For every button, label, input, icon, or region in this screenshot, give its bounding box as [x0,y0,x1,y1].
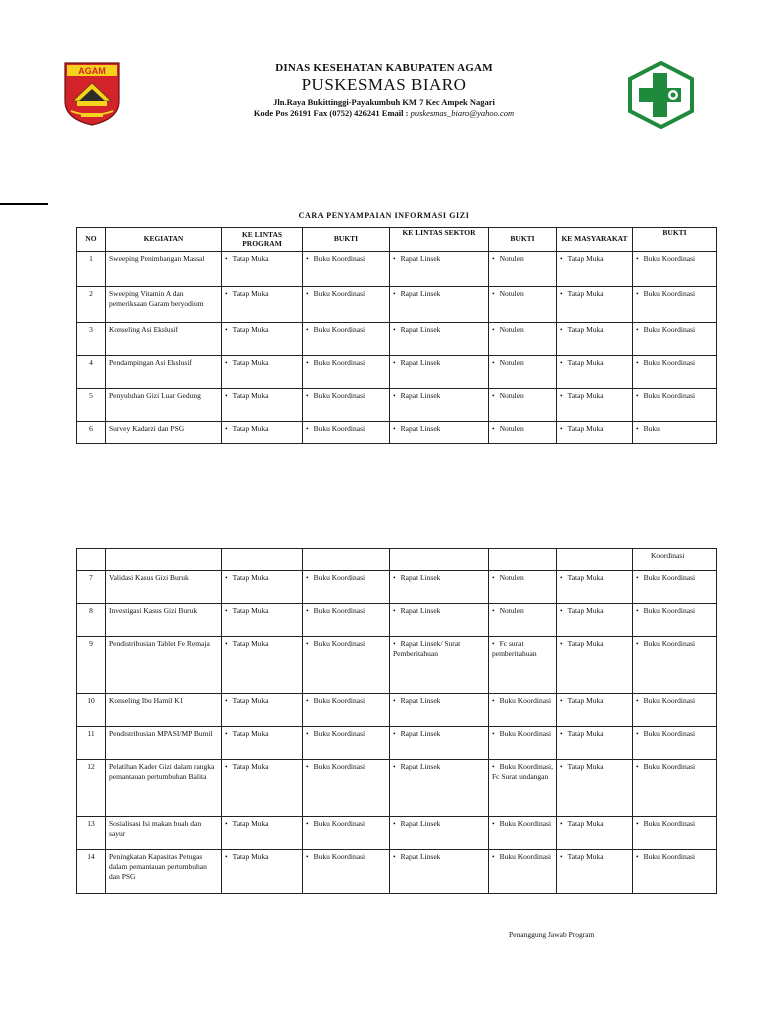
row-bukti-3: • Buku Koordinasi [636,289,695,298]
row-no: 14 [77,850,106,894]
row-no: 10 [77,694,106,727]
row-lintas-program: • Tatap Muka [225,729,269,738]
row-no: 11 [77,727,106,760]
info-table-page1 [76,227,717,444]
document-title: CARA PENYAMPAIAN INFORMASI GIZI [298,211,470,220]
row-masyarakat: • Tatap Muka [560,639,604,648]
row-lintas-sektor: • Rapat Linsek/ Surat Pemberitahuan [393,639,460,658]
row-bukti-3: • Buku Koordinasi [636,254,695,263]
row-bukti-2: • Buku Koordinasi [492,696,551,705]
row-bukti-3: • Buku Koordinasi [636,573,695,582]
row-lintas-sektor: • Rapat Linsek [393,729,440,738]
row-masyarakat: • Tatap Muka [560,573,604,582]
row-masyarakat: • Tatap Muka [560,606,604,615]
row-lintas-sektor: • Rapat Linsek [393,254,440,263]
table-row [77,356,717,389]
row-lintas-sektor: • Rapat Linsek [393,424,440,433]
row-masyarakat: • Tatap Muka [560,762,604,771]
row-bukti-1: • Buku Koordinasi [306,819,365,828]
row-no: 4 [77,356,106,389]
row-lintas-program: • Tatap Muka [225,852,269,861]
row-masyarakat: • Tatap Muka [560,391,604,400]
row-bukti-2: • Notulen [492,254,524,263]
col-lintas-sektor: KE LINTAS SEKTOR [390,228,489,252]
row-bukti-1: • Buku Koordinasi [306,852,365,861]
row-bukti-1: • Buku Koordinasi [306,696,365,705]
email-link[interactable]: puskesmas_biaro@yahoo.com [410,108,515,118]
row-bukti-3: • Buku Koordinasi [636,852,695,861]
margin-rule [0,203,48,205]
row-no: 9 [77,637,106,694]
row-kegiatan: Penyuluhan Gizi Luar Gedung [106,389,222,422]
row-kegiatan: Peningkatan Kapasitas Petugas dalam pemantauan pertumbuhan dan PSG [106,850,222,894]
row-bukti-3: • Buku Koordinasi [636,819,695,828]
row-masyarakat: • Tatap Muka [560,325,604,334]
row-bukti-3: • Buku Koordinasi [636,606,695,615]
row-masyarakat: • Tatap Muka [560,424,604,433]
row-lintas-sektor: • Rapat Linsek [393,696,440,705]
row-masyarakat: • Tatap Muka [560,358,604,367]
row-lintas-sektor: • Rapat Linsek [393,852,440,861]
puskesmas-name: PUSKESMAS BIARO [301,75,467,94]
row-lintas-sektor: • Rapat Linsek [393,573,440,582]
row-bukti-2: • Buku Koordinasi [492,729,551,738]
row-no: 12 [77,760,106,817]
table-row [77,637,717,694]
table-row [77,252,717,287]
row-lintas-program: • Tatap Muka [225,254,269,263]
row-kegiatan: Konseling Ibu Hamil K1 [106,694,222,727]
row-lintas-sektor: • Rapat Linsek [393,358,440,367]
continuation-text: Koordinasi [633,549,717,571]
row-kegiatan: Pendampingan Asi Ekslusif [106,356,222,389]
row-lintas-sektor: • Rapat Linsek [393,762,440,771]
row-bukti-3: • Buku Koordinasi [636,358,695,367]
row-masyarakat: • Tatap Muka [560,696,604,705]
table-row [77,287,717,323]
row-kegiatan: Sweeping Vitamin A dan pemeriksaan Garam beryodium [106,287,222,323]
row-bukti-2: • Notulen [492,289,524,298]
row-lintas-program: • Tatap Muka [225,573,269,582]
row-bukti-3: • Buku Koordinasi [636,696,695,705]
table-row [77,389,717,422]
row-masyarakat: • Tatap Muka [560,819,604,828]
table-row [77,323,717,356]
row-lintas-sektor: • Rapat Linsek [393,391,440,400]
row-lintas-program: • Tatap Muka [225,289,269,298]
table-row [77,422,717,444]
row-bukti-2: • Notulen [492,573,524,582]
table-row [77,850,717,894]
row-masyarakat: • Tatap Muka [560,729,604,738]
row-bukti-2: • Fc surat pemberitahuan [492,639,537,658]
row-bukti-2: • Notulen [492,424,524,433]
col-no: NO [77,228,106,252]
row-lintas-program: • Tatap Muka [225,639,269,648]
row-lintas-program: • Tatap Muka [225,762,269,771]
row-no: 13 [77,817,106,850]
table-row [77,604,717,637]
row-no: 7 [77,571,106,604]
row-bukti-3: • Buku Koordinasi [636,325,695,334]
row-lintas-program: • Tatap Muka [225,424,269,433]
col-bukti-3: BUKTI [633,228,717,252]
row-bukti-1: • Buku Koordinasi [306,606,365,615]
address: Jln.Raya Bukittinggi-Payakumbuh KM 7 Kec Ampek Nagari [273,97,495,107]
row-bukti-3: • Buku Koordinasi [636,639,695,648]
row-lintas-program: • Tatap Muka [225,819,269,828]
info-table-page2 [76,548,717,894]
row-masyarakat: • Tatap Muka [560,289,604,298]
row-bukti-1: • Buku Koordinasi [306,289,365,298]
row-bukti-2: • Notulen [492,358,524,367]
row-masyarakat: • Tatap Muka [560,852,604,861]
row-bukti-1: • Buku Koordinasi [306,358,365,367]
row-bukti-3: • Buku Koordinasi [636,762,695,771]
row-bukti-1: • Buku Koordinasi [306,573,365,582]
row-lintas-sektor: • Rapat Linsek [393,819,440,828]
row-masyarakat: • Tatap Muka [560,254,604,263]
row-no: 3 [77,323,106,356]
table-row [77,727,717,760]
contact [0,108,768,118]
row-bukti-1: • Buku Koordinasi [306,254,365,263]
row-kegiatan: Investigasi Kasus Gizi Buruk [106,604,222,637]
row-bukti-2: • Buku Koordinasi [492,819,551,828]
row-no: 5 [77,389,106,422]
row-lintas-program: • Tatap Muka [225,696,269,705]
row-bukti-1: • Buku Koordinasi [306,325,365,334]
table-header [77,228,717,252]
row-lintas-sektor: • Rapat Linsek [393,606,440,615]
row-bukti-2: • Buku Koordinasi, Fc Surat undangan [492,762,553,781]
row-bukti-1: • Buku Koordinasi [306,762,365,771]
row-no: 1 [77,252,106,287]
row-kegiatan: Validasi Kasus Gizi Buruk [106,571,222,604]
row-kegiatan: Pelatihan Kader Gizi dalam rangka pemantauan pertumbuhan Balita [106,760,222,817]
row-lintas-sektor: • Rapat Linsek [393,289,440,298]
row-bukti-3: • Buku Koordinasi [636,729,695,738]
agency-name: DINAS KESEHATAN KABUPATEN AGAM [275,62,493,74]
row-kegiatan: Sosialisasi Isi makan buah dan sayur [106,817,222,850]
table-row [77,694,717,727]
row-bukti-2: • Buku Koordinasi [492,852,551,861]
row-no: 8 [77,604,106,637]
table-row [77,760,717,817]
row-lintas-program: • Tatap Muka [225,391,269,400]
row-kegiatan: Pendistribusian MPASI/MP Bumil [106,727,222,760]
contact-prefix: Kode Pos 26191 Fax (0752) 426241 Email : [253,108,409,118]
row-kegiatan: Konseling Asi Ekslusif [106,323,222,356]
col-lintas-program: KE LINTAS PROGRAM [222,228,303,252]
col-bukti-1: BUKTI [303,228,390,252]
col-kegiatan: KEGIATAN [106,228,222,252]
row-lintas-program: • Tatap Muka [225,325,269,334]
row-bukti-2: • Notulen [492,391,524,400]
row-kegiatan: Sweeping Penimbangan Massal [106,252,222,287]
row-no: 6 [77,422,106,444]
row-lintas-program: • Tatap Muka [225,606,269,615]
row-bukti-1: • Buku Koordinasi [306,639,365,648]
row-no: 2 [77,287,106,323]
row-bukti-1: • Buku Koordinasi [306,391,365,400]
row-kegiatan: Pendistribusian Tablet Fe Remaja [106,637,222,694]
row-bukti-1: • Buku Koordinasi [306,729,365,738]
col-bukti-2: BUKTI [489,228,557,252]
row-lintas-sektor: • Rapat Linsek [393,325,440,334]
table-row [77,571,717,604]
table-row [77,817,717,850]
signature-label: Penanggung Jawab Program [509,930,595,939]
col-masyarakat: KE MASYARAKAT [557,228,633,252]
row-bukti-1: • Buku Koordinasi [306,424,365,433]
row-bukti-3: • Buku [636,424,660,433]
row-bukti-2: • Notulen [492,325,524,334]
logo-text: AGAM [78,66,106,76]
row-kegiatan: Survey Kadarzi dan PSG [106,422,222,444]
continuation-row [77,549,717,571]
row-bukti-3: • Buku Koordinasi [636,391,695,400]
row-lintas-program: • Tatap Muka [225,358,269,367]
row-bukti-2: • Notulen [492,606,524,615]
